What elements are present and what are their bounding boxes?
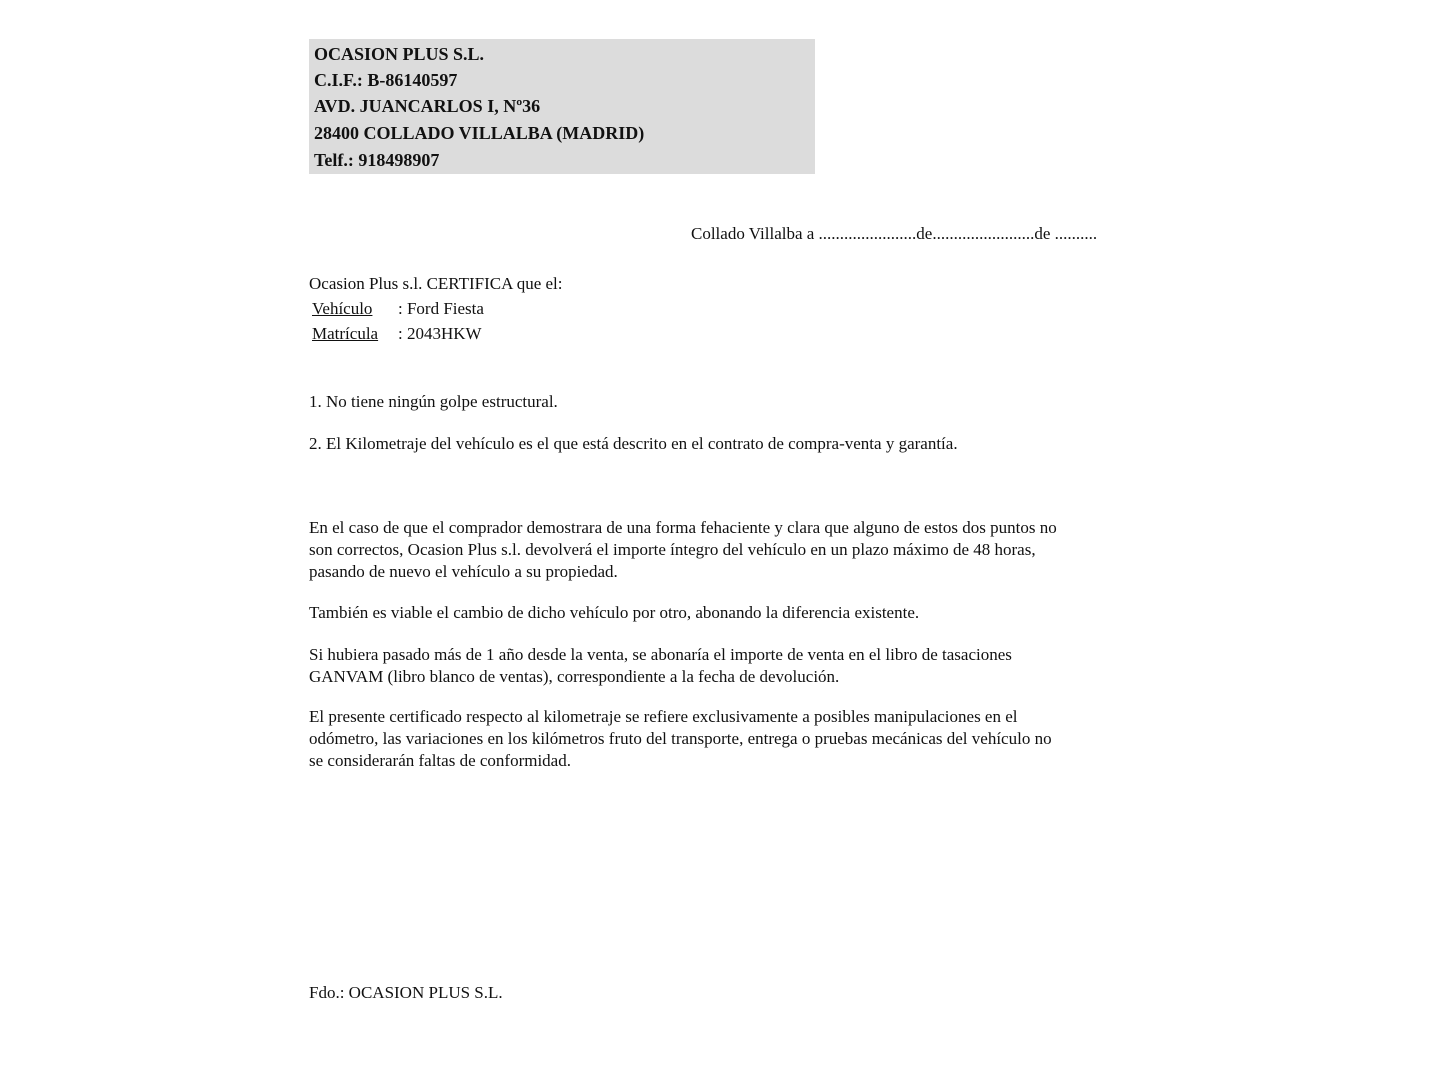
paragraph-line: pasando de nuevo el vehículo a su propiedad. — [309, 562, 618, 581]
point-2: 2. El Kilometraje del vehículo es el que está descrito en el contrato de compra-venta y garantía. — [309, 434, 958, 453]
point-1: 1. No tiene ningún golpe estructural. — [309, 392, 558, 411]
company-header-box — [309, 39, 815, 174]
company-address: AVD. JUANCARLOS I, Nº36 — [314, 96, 541, 116]
company-cif: C.I.F.: B-86140597 — [314, 70, 458, 90]
date-line: Collado Villalba a .......................de........................de .......... — [691, 224, 1098, 243]
plate-label: Matrícula — [312, 324, 379, 343]
paragraph-ganvam — [309, 644, 1169, 688]
paragraph-line: También es viable el cambio de dicho vehículo por otro, abonando la diferencia existente. — [309, 603, 920, 622]
paragraph-line: odómetro, las variaciones en los kilómetros fruto del transporte, entrega o pruebas mecánicas del vehículo no — [309, 729, 1052, 748]
paragraph-line: se considerarán faltas de conformidad. — [309, 751, 571, 770]
paragraph-odometer — [309, 706, 1169, 772]
company-phone: Telf.: 918498907 — [314, 150, 440, 170]
vehicle-label: Vehículo — [312, 299, 373, 318]
paragraph-line: En el caso de que el comprador demostrara de una forma fehaciente y clara que alguno de estos dos puntos no — [309, 518, 1057, 537]
vehicle-value: : Ford Fiesta — [398, 299, 484, 318]
paragraph-exchange — [309, 602, 1169, 624]
company-city: 28400 COLLADO VILLALBA (MADRID) — [314, 123, 645, 143]
paragraph-line: GANVAM (libro blanco de ventas), correspondiente a la fecha de devolución. — [309, 667, 840, 686]
paragraph-line: Si hubiera pasado más de 1 año desde la venta, se abonaría el importe de venta en el libro de tasaciones — [309, 645, 1012, 664]
paragraph-line: son correctos, Ocasion Plus s.l. devolverá el importe íntegro del vehículo en un plazo máximo de 48 horas, — [309, 540, 1036, 559]
paragraph-refund — [309, 517, 1169, 583]
company-name: OCASION PLUS S.L. — [314, 44, 485, 64]
certify-intro: Ocasion Plus s.l. CERTIFICA que el: — [309, 274, 563, 293]
vehicle-field — [312, 298, 484, 320]
signature-line: Fdo.: OCASION PLUS S.L. — [309, 983, 503, 1002]
paragraph-line: El presente certificado respecto al kilometraje se refiere exclusivamente a posibles manipulaciones en el — [309, 707, 1018, 726]
plate-field — [312, 323, 482, 345]
plate-value: : 2043HKW — [398, 324, 482, 343]
